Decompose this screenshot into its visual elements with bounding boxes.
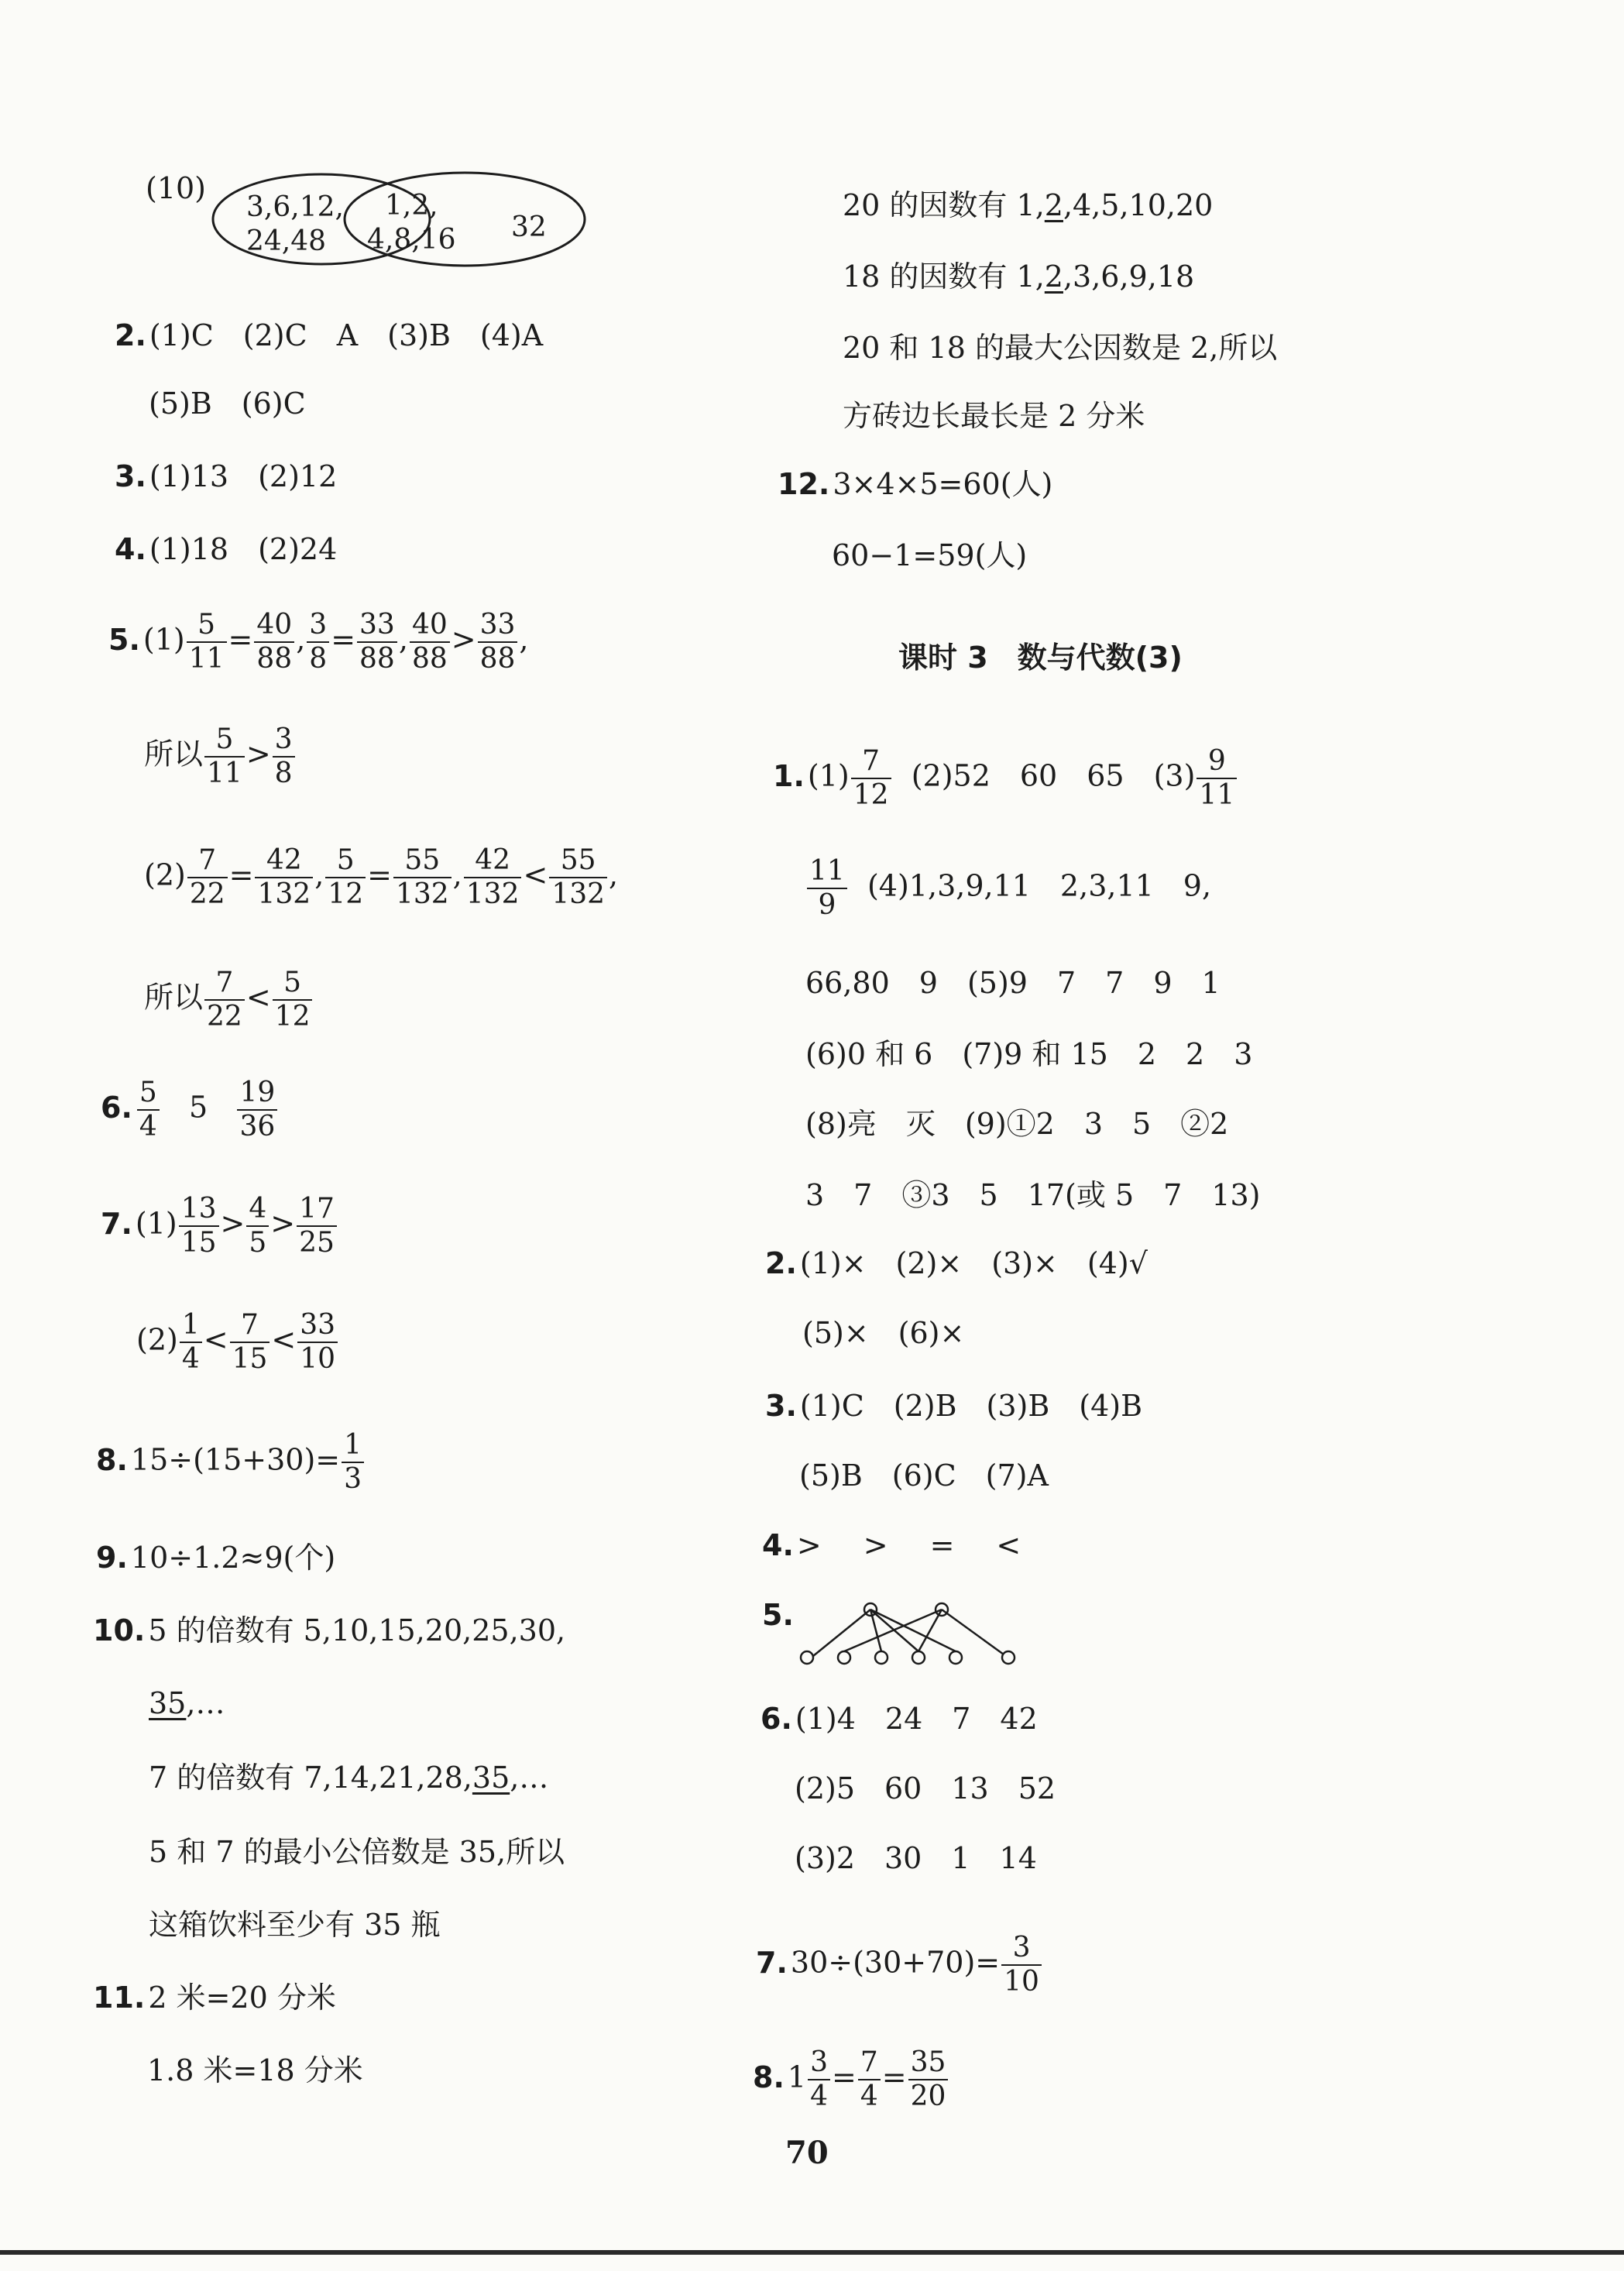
q7-part2: (2) $\frac{1}{4}$ < $\frac{7}{15}$ < $\frac{33}{10}$ — [136, 1309, 339, 1376]
q9 — [96, 1541, 336, 1575]
section-title: 课时 3 数与代数(3) — [898, 641, 1183, 675]
r-q11-line2-pre: 18 的因数有 1, — [843, 259, 1045, 294]
q5-p2-label: (2) — [144, 857, 186, 892]
venn-left-line1: 3,6,12, — [246, 191, 344, 223]
q7-p1-frac3: $\frac{17}{25}$ — [297, 1193, 337, 1259]
r6-number: 6. — [760, 1702, 792, 1736]
venn-left-line2: 24,48 — [246, 225, 327, 257]
venn-left-set — [246, 191, 344, 259]
q6-frac1: $\frac{5}{4}$ — [137, 1077, 160, 1143]
q5-p1-frac2: $\frac{40}{88}$ — [254, 609, 294, 675]
page-number: 70 — [785, 2135, 829, 2171]
r1-a-frac2: $\frac{9}{11}$ — [1197, 745, 1237, 812]
r2-number: 2. — [765, 1246, 797, 1280]
r6-line1 — [760, 1702, 1038, 1736]
r8-whole: 1 — [787, 2060, 807, 2094]
q5-p1-concl-frac1: $\frac{5}{11}$ — [204, 723, 245, 790]
r8-frac2: $\frac{7}{4}$ — [858, 2046, 881, 2113]
q10-line5: 这箱饮料至少有 35 瓶 — [149, 1908, 441, 1942]
q5-p2-frac1: $\frac{7}{22}$ — [187, 844, 228, 911]
q5-p1-label: (1) — [142, 622, 185, 657]
q10-number: 10. — [93, 1613, 146, 1647]
q7-p1-label: (1) — [135, 1206, 177, 1241]
r4-text: > > = < — [796, 1528, 1028, 1562]
venn-label: (10) — [146, 171, 207, 205]
r1-b-rest: (4)1,3,9,11 2,3,11 9, — [867, 868, 1212, 903]
r1-line1 — [773, 745, 1238, 812]
r-q11-line1-pre: 20 的因数有 1, — [843, 188, 1045, 222]
venn-right-set: 32 — [511, 211, 547, 243]
q7-p2-label: (2) — [136, 1322, 178, 1357]
q3 — [115, 459, 338, 493]
q5-p2-frac4: $\frac{55}{132}$ — [393, 844, 451, 911]
venn-overlap-line1: 1,2, — [384, 190, 438, 222]
q5-p2-conclusion: 所以 $\frac{7}{22}$ < $\frac{5}{12}$ — [144, 967, 314, 1033]
r7-number: 7. — [756, 1945, 788, 1980]
q5-p2-frac6: $\frac{55}{132}$ — [549, 844, 607, 911]
r6-line2: (2)5 60 13 52 — [795, 1771, 1056, 1805]
q7-p1-frac1: $\frac{13}{15}$ — [179, 1193, 219, 1259]
q5-p2-frac2: $\frac{42}{132}$ — [255, 844, 313, 911]
q4-text: (1)18 (2)24 — [149, 532, 338, 566]
q10-line2-rest: ,… — [186, 1686, 225, 1720]
r1-a-mid: (2)52 60 65 (3) — [911, 758, 1196, 793]
q8-frac: $\frac{1}{3}$ — [342, 1429, 364, 1496]
q2-line1 — [115, 318, 544, 352]
q5-p1-frac3: $\frac{3}{8}$ — [307, 609, 329, 675]
q6-number: 6. — [101, 1090, 132, 1125]
q5-p1-frac1: $\frac{5}{11}$ — [187, 609, 227, 675]
q3-text: (1)13 (2)12 — [149, 459, 338, 493]
r2-line2: (5)× (6)× — [802, 1316, 965, 1350]
r-q11-line4: 方砖边长最长是 2 分米 — [843, 399, 1145, 433]
venn-overlap-set — [367, 189, 456, 257]
q8 — [96, 1429, 366, 1496]
q7-p1-frac2: $\frac{4}{5}$ — [246, 1193, 269, 1259]
r1-line2 — [805, 855, 1211, 922]
q7-part1: 7. (1) $\frac{13}{15}$ > $\frac{4}{5}$ > $\frac{17}{25}$ — [101, 1193, 338, 1259]
q12-line1 — [778, 469, 1052, 499]
q10-line3-underlined: 35 — [472, 1761, 510, 1795]
r4-number: 4. — [762, 1528, 794, 1562]
q3-number: 3. — [115, 459, 146, 493]
q5-p2-frac3: $\frac{5}{12}$ — [325, 844, 366, 911]
q10-line2 — [149, 1686, 225, 1720]
q10-line2-underlined: 35 — [149, 1686, 187, 1720]
r5-number: 5. — [762, 1598, 794, 1632]
r1-a-label: (1) — [807, 758, 850, 793]
q5-p2-concl-text: 所以 — [144, 980, 204, 1015]
r2-text1: (1)× (2)× (3)× (4)√ — [799, 1246, 1148, 1280]
q5-p2-frac5: $\frac{42}{132}$ — [464, 844, 522, 911]
q9-number: 9. — [96, 1541, 128, 1575]
r1-b-frac: $\frac{11}{9}$ — [807, 855, 847, 922]
r8-number: 8. — [753, 2060, 785, 2094]
q5-part2: (2) $\frac{7}{22}$ = $\frac{42}{132}$ , $\frac{5}{12}$ = $\frac{55}{132}$ , $\frac{42}{132}$ < $\frac{55}{132}$ , — [144, 844, 619, 910]
q2-number: 2. — [115, 318, 146, 352]
r1-number: 1. — [773, 758, 805, 793]
r4 — [762, 1528, 1028, 1562]
r8-frac3: $\frac{35}{20}$ — [908, 2046, 949, 2113]
r-q11-line1-underlined: 2 — [1044, 188, 1063, 222]
q7-p2-frac2: $\frac{7}{15}$ — [230, 1309, 270, 1376]
q5-p2-concl-frac1: $\frac{7}{22}$ — [204, 967, 245, 1033]
q5-p2-concl-frac2: $\frac{5}{12}$ — [273, 967, 313, 1033]
r1-line5: (8)亮 灭 (9)①2 3 5 ②2 — [805, 1107, 1229, 1141]
r6-line3: (3)2 30 1 14 — [795, 1841, 1037, 1875]
r-q11-line1-post: ,4,5,10,20 — [1063, 188, 1214, 222]
r-q11-line2-post: ,3,6,9,18 — [1063, 259, 1195, 294]
r3-number: 3. — [765, 1389, 797, 1423]
r2-line1 — [765, 1246, 1148, 1280]
q2-text1: (1)C (2)C A (3)B (4)A — [149, 318, 544, 352]
q5-number: 5. — [108, 622, 140, 657]
q11-number: 11. — [93, 1981, 146, 2015]
matching-diagram — [790, 1596, 1030, 1673]
q10-line4: 5 和 7 的最小公倍数是 35,所以 — [149, 1835, 565, 1869]
q5-p1-concl-text: 所以 — [144, 737, 204, 771]
r1-line6: 3 7 ③3 5 17(或 5 7 13) — [805, 1178, 1261, 1212]
r3-text1: (1)C (2)B (3)B (4)B — [799, 1389, 1143, 1423]
q4-number: 4. — [115, 532, 146, 566]
q11-line2: 1.8 米=18 分米 — [147, 2053, 363, 2087]
r3-line2: (5)B (6)C (7)A — [799, 1458, 1049, 1493]
q10-line3-pre: 7 的倍数有 7,14,21,28, — [149, 1761, 472, 1795]
q8-expr: 15÷(15+30)= — [130, 1442, 341, 1477]
q11-line1 — [93, 1981, 336, 2015]
q10-line3-post: ,… — [510, 1761, 549, 1795]
bottom-rule — [0, 2250, 1624, 2255]
r1-a-frac: $\frac{7}{12}$ — [851, 745, 891, 812]
q7-number: 7. — [101, 1206, 132, 1241]
q10-text1: 5 的倍数有 5,10,15,20,25,30, — [148, 1613, 566, 1647]
r3-line1 — [765, 1391, 1142, 1421]
r7 — [756, 1932, 1043, 1998]
q5-part1: 5. (1) $\frac{5}{11}$ = $\frac{40}{88}$ , $\frac{3}{8}$ = $\frac{33}{88}$ , $\frac{40}{88}$ > $\frac{33}{88}$ , — [108, 609, 529, 675]
q5-p1-frac5: $\frac{40}{88}$ — [410, 609, 450, 675]
q2-line2: (5)B (6)C — [149, 387, 306, 421]
r8-frac1: $\frac{3}{4}$ — [808, 2046, 830, 2113]
q10-line3 — [149, 1761, 549, 1795]
q5-p1-concl-frac2: $\frac{3}{8}$ — [273, 723, 295, 790]
q6-frac2: $\frac{19}{36}$ — [237, 1077, 277, 1143]
r1-line4: (6)0 和 6 (7)9 和 15 2 2 3 — [805, 1037, 1253, 1071]
r7-frac: $\frac{3}{10}$ — [1001, 1932, 1042, 1998]
q12-line2: 60−1=59(人) — [832, 538, 1028, 572]
q12-number: 12. — [778, 467, 830, 501]
venn-overlap-line2: 4,8,16 — [367, 224, 456, 256]
q5-p1-frac4: $\frac{33}{88}$ — [357, 609, 397, 675]
q6 — [101, 1077, 279, 1143]
r-q11-line3: 20 和 18 的最大公因数是 2,所以 — [843, 331, 1278, 365]
r-q11-line2 — [843, 259, 1195, 294]
r7-expr: 30÷(30+70)= — [790, 1945, 1001, 1980]
q12-text1: 3×4×5=60(人) — [833, 467, 1053, 501]
q4 — [115, 534, 337, 564]
q7-p2-frac1: $\frac{1}{4}$ — [180, 1309, 202, 1376]
q5-p1-frac6: $\frac{33}{88}$ — [478, 609, 518, 675]
r6-text1: (1)4 24 7 42 — [795, 1702, 1038, 1736]
q7-p2-frac3: $\frac{33}{10}$ — [297, 1309, 338, 1376]
r1-line3: 66,80 9 (5)9 7 7 9 1 — [805, 966, 1221, 1000]
q6-mid: 5 — [189, 1090, 208, 1125]
r-q11-line1 — [843, 188, 1214, 222]
q5-p1-conclusion: 所以 $\frac{5}{11}$ > $\frac{3}{8}$ — [144, 723, 297, 790]
r8: 8. 1 $\frac{3}{4}$ = $\frac{7}{4}$ = $\frac{35}{20}$ — [753, 2046, 949, 2113]
q10-line1 — [93, 1613, 566, 1647]
q11-text1: 2 米=20 分米 — [148, 1981, 336, 2015]
r-q11-line2-underlined: 2 — [1044, 259, 1063, 294]
q9-text: 10÷1.2≈9(个) — [130, 1541, 336, 1575]
q8-number: 8. — [96, 1442, 128, 1477]
